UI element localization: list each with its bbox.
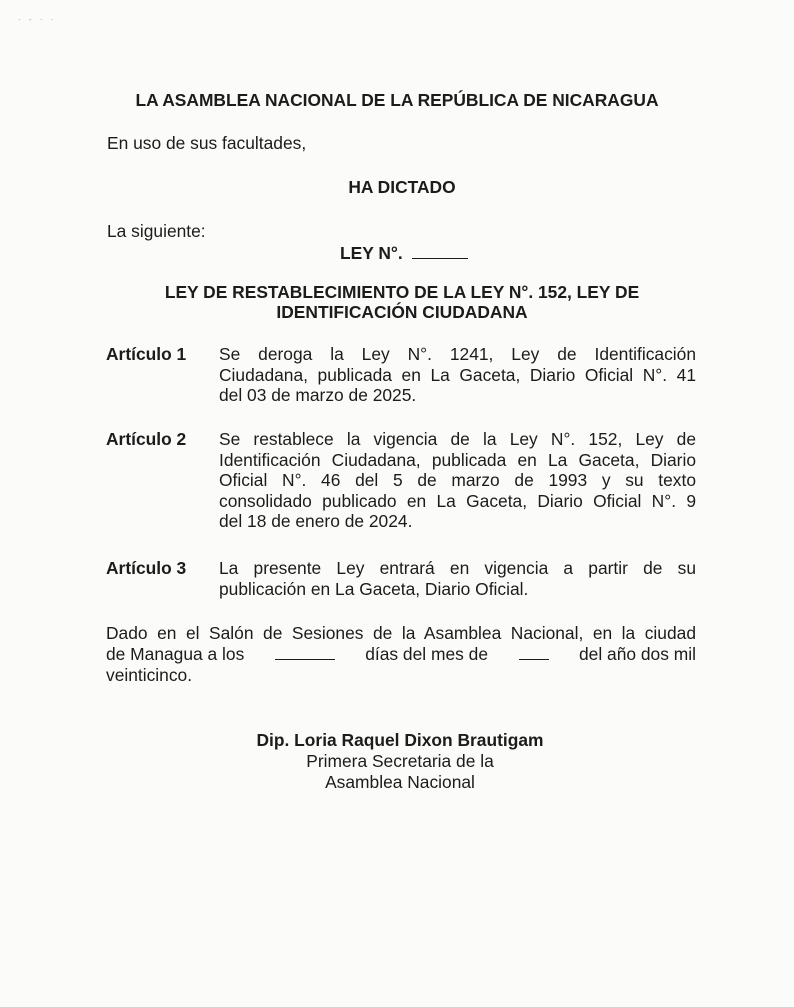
article-3-body <box>219 558 696 599</box>
month-blank <box>519 645 549 660</box>
article-2-line: Oficial N°. 46 del 5 de marzo de 1993 y su texto <box>219 470 696 491</box>
article-1-line: Ciudadana, publicada en La Gaceta, Diario Oficial N°. 41 <box>219 364 696 385</box>
law-title-line1: LEY DE RESTABLECIMIENTO DE LA LEY N°. 152, LEY DE <box>164 282 640 302</box>
closing-line-2 <box>106 644 696 665</box>
closing-line-3: veinticinco. <box>106 665 193 685</box>
article-3-label: Artículo 3 <box>106 558 187 578</box>
law-number-label: LEY N°. <box>340 243 403 263</box>
article-2-line: del 18 de enero de 2024. <box>219 511 413 532</box>
faculties-text: En uso de sus facultades, <box>107 133 307 153</box>
article-2-label: Artículo 2 <box>106 429 187 449</box>
following-text: La siguiente: <box>107 221 206 241</box>
article-1-line: del 03 de marzo de 2025. <box>219 385 417 406</box>
article-2-line: consolidado publicado en La Gaceta, Diario Oficial N°. 9 <box>219 490 696 511</box>
signatory-role-line2: Asamblea Nacional <box>325 772 475 792</box>
article-1-label: Artículo 1 <box>106 344 187 364</box>
closing-text: días del mes de <box>365 644 489 664</box>
signatory-role-line1: Primera Secretaria de la <box>306 751 494 771</box>
article-3-line: La presente Ley entrará en vigencia a partir de su <box>219 558 696 578</box>
closing-text: del año dos mil <box>578 644 696 664</box>
day-blank <box>275 645 335 660</box>
dictated-heading: HA DICTADO <box>348 177 456 197</box>
article-2-line: Identificación Ciudadana, publicada en La Gaceta, Diario <box>219 449 696 470</box>
scan-artifact: · - · · <box>18 15 57 24</box>
signatory-name: Dip. Loria Raquel Dixon Brautigam <box>256 730 544 750</box>
assembly-heading: LA ASAMBLEA NACIONAL DE LA REPÚBLICA DE NICARAGUA <box>135 90 659 110</box>
law-number <box>340 243 468 264</box>
closing-line-1: Dado en el Salón de Sesiones de la Asamblea Nacional, en la ciudad <box>106 623 696 643</box>
law-number-blank <box>412 244 468 259</box>
article-3-line: publicación en La Gaceta, Diario Oficial. <box>219 578 529 599</box>
law-title-line2: IDENTIFICACIÓN CIUDADANA <box>276 302 528 322</box>
article-1-body <box>219 344 696 406</box>
closing-text: de Managua a los <box>106 644 245 664</box>
article-2-body <box>219 429 696 532</box>
article-2-line: Se restablece la vigencia de la Ley N°. 152, Ley de <box>219 429 696 449</box>
article-1-line: Se deroga la Ley N°. 1241, Ley de Identificación <box>219 344 696 364</box>
